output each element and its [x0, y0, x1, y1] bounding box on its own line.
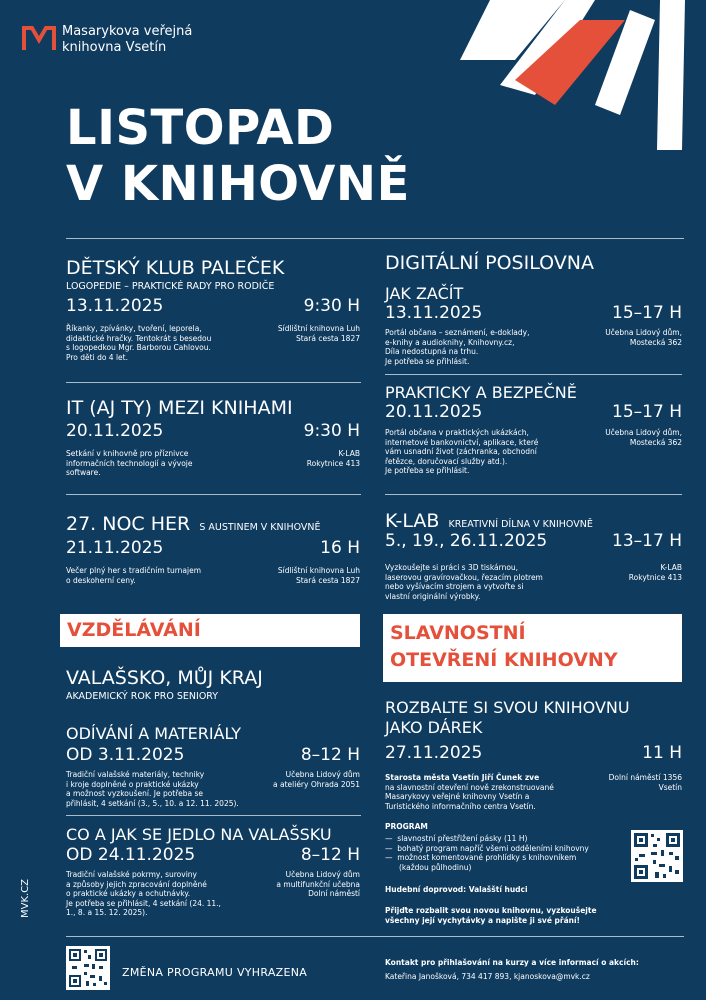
- event-venue: [240, 870, 360, 899]
- event-time: 9:30 H: [303, 421, 360, 441]
- event-description: [66, 324, 266, 362]
- desc-line: internetové bankovnictví, aplikace, které: [385, 437, 539, 447]
- event-venue: [572, 428, 682, 447]
- desc-line: vlastní originální výrobky.: [385, 591, 481, 601]
- event-title: K-LAB: [385, 510, 440, 532]
- venue-line: Učebna Lidový dům,: [605, 328, 682, 337]
- venue-line: K-LAB: [338, 449, 360, 458]
- desc-line: přihlásit, 4 setkání (3., 5., 10. a 12. 11. 2025).: [66, 798, 239, 808]
- education-title: VALAŠSKO, MŮJ KRAJ: [66, 667, 263, 689]
- desc-line: s logopedkou Mgr. Barborou Cahlovou.: [66, 343, 211, 352]
- event-date: 20.11.2025: [385, 402, 483, 422]
- desc-line: laserovou gravírovačkou, řezacím plotrem: [385, 572, 543, 582]
- event-venue: [240, 324, 360, 343]
- event-date: 5., 19., 26.11.2025: [385, 531, 548, 551]
- event-subtitle: S AUSTINEM V KNIHOVNĚ: [199, 522, 321, 533]
- desc-line: didaktické hračky. Tentokrát s besedou: [66, 333, 212, 343]
- desc-line: o praktické ukázky a ochutnávky.: [66, 889, 191, 898]
- venue-line: Stará cesta 1827: [295, 575, 360, 585]
- event-date: 13.11.2025: [385, 303, 483, 323]
- desc-line: Večer plný her s tradičním turnajem: [66, 566, 202, 575]
- event-description: [66, 770, 266, 808]
- invite-line: Přijďte rozbalit svou novou knihovnu, vyzkoušejte: [385, 906, 597, 915]
- event-title: JAK ZAČÍT: [385, 284, 464, 303]
- venue-line: Stará cesta 1827: [295, 333, 360, 343]
- desc-line: i kroje doplněné o praktické ukázky: [66, 779, 199, 789]
- decorative-books-icon: [460, 0, 706, 160]
- event-time: 9:30 H: [303, 296, 360, 316]
- event-date: 13.11.2025: [66, 296, 164, 316]
- event-date: 20.11.2025: [66, 421, 164, 441]
- event-date: OD 3.11.2025: [66, 745, 185, 765]
- event-venue: [572, 328, 682, 347]
- desc-line: Pro děti do 4 let.: [66, 352, 128, 362]
- opening-title-line2: JAKO DÁREK: [385, 718, 483, 737]
- desc-line: 1., 8. a 15. 12. 2025).: [66, 908, 148, 917]
- desc-line: Setkání v knihovně pro příznivce: [66, 449, 189, 458]
- divider: [385, 494, 682, 495]
- desc-line: a možnost vyzkoušení. Je potřeba se: [66, 789, 204, 798]
- desc-line: informačních technologií a vývoje: [66, 458, 193, 468]
- desc-line: Je potřeba se přihlásit.: [385, 356, 470, 366]
- desc-line: software.: [66, 468, 101, 477]
- desc-line: nebo vyšívacím strojem a vytvořte si: [385, 582, 524, 591]
- event-time: 11 H: [642, 743, 682, 763]
- event-time: 8–12 H: [300, 745, 360, 765]
- event-description: [385, 328, 585, 366]
- venue-line: a multifunkční učebna: [276, 879, 360, 889]
- event-time: 16 H: [320, 538, 360, 558]
- event-description: [385, 563, 585, 601]
- program-item-text: možnost komentované prohlídky s knihovníkem: [397, 853, 577, 862]
- side-text[interactable]: MVK.CZ: [20, 878, 31, 918]
- divider: [66, 494, 361, 495]
- logo-line1: Masarykova veřejná: [62, 24, 193, 39]
- venue-line: Mostecká 362: [629, 437, 682, 447]
- education-subtitle: AKADEMICKÝ ROK PRO SENIORY: [66, 691, 219, 702]
- desc-line: Portál občana v praktických ukázkách,: [385, 428, 529, 437]
- event-venue: [240, 566, 360, 585]
- program-item-text: slavnostní přestřižení pásky (11 H): [397, 834, 528, 843]
- event-venue: [582, 773, 682, 792]
- venue-line: Sídlištní knihovna Luh: [277, 566, 360, 575]
- program-item-extra: (každou půlhodinu): [399, 862, 472, 872]
- logo-text: [62, 24, 192, 56]
- program-item-text: bohatý program napříč všemi odděleními knihovny: [397, 843, 589, 853]
- event-heading: [385, 510, 593, 532]
- divider: [66, 936, 684, 937]
- event-title: ODÍVÁNÍ A MATERIÁLY: [66, 724, 242, 743]
- event-title: PRAKTICKY A BEZPEČNĚ: [385, 383, 577, 402]
- event-time: 13–17 H: [612, 531, 682, 551]
- contact-label: Kontakt pro přihlašování na kurzy a více informací o akcích:: [385, 958, 639, 967]
- education-label: [60, 614, 360, 647]
- divider: [66, 382, 361, 383]
- desc-line: Tradiční valašské materiály, techniky: [66, 770, 205, 779]
- desc-line: Portál občana – seznámení, e-doklady,: [385, 328, 530, 337]
- opening-label: [383, 614, 682, 682]
- qr-code-icon[interactable]: [631, 830, 683, 882]
- divider: [66, 815, 361, 816]
- desc-line: Je potřeba se přihlásit.: [385, 466, 470, 475]
- event-heading: [66, 513, 321, 535]
- desc-line: Říkanky, zpívánky, tvoření, leporela,: [66, 324, 202, 333]
- section-title: DIGITÁLNÍ POSILOVNA: [385, 252, 594, 274]
- opening-description: [385, 773, 595, 811]
- contact-info[interactable]: Kateřina Janošková, 734 417 893, kjanoskova@mvk.cz: [385, 972, 590, 981]
- desc-line: Masarykovy veřejné knihovny Vsetín a: [385, 792, 530, 801]
- title-line2: V KNIHOVNĚ: [66, 156, 410, 212]
- program-change-notice: ZMĚNA PROGRAMU VYHRAZENA: [122, 966, 308, 979]
- desc-line: Starosta města Vsetín Jiří Čunek zve: [385, 773, 540, 782]
- event-venue: [240, 770, 360, 789]
- invite-text: [385, 906, 625, 925]
- opening-label-line2: OTEVŘENÍ KNIHOVNY: [390, 649, 618, 671]
- side-text-wrapper: [20, 868, 34, 918]
- logo-line2: knihovna Vsetín: [62, 40, 167, 55]
- venue-line: Sídlištní knihovna Luh: [277, 324, 360, 333]
- venue-line: Dolní náměstí: [308, 889, 360, 898]
- desc-line: Je potřeba se přihlásit, 4 setkání (24. 11.,: [66, 898, 221, 908]
- event-description: [385, 428, 585, 476]
- desc-line: Turistického informačního centra Vsetín.: [385, 801, 536, 811]
- invite-line: všechny její vychytávky a napište ji své přání!: [385, 915, 580, 925]
- venue-line: Učebna Lidový dům: [285, 870, 360, 879]
- divider: [66, 238, 684, 239]
- education-label-text: VZDĚLÁVÁNÍ: [67, 619, 201, 641]
- desc-line: na slavnostní otevření nově zrekonstruované: [385, 782, 554, 792]
- desc-line: vám usnadní život (záchranka, obchodní: [385, 447, 537, 456]
- venue-line: Mostecká 362: [629, 337, 682, 347]
- event-venue: [240, 449, 360, 468]
- desc-line: e-knihy a audioknihy, Knihovny.cz,: [385, 337, 515, 347]
- mvk-logo-icon: [22, 24, 56, 52]
- desc-line: Tradiční valašské pokrmy, suroviny: [66, 870, 197, 879]
- divider: [385, 374, 682, 375]
- program-label: PROGRAM: [385, 822, 428, 831]
- program-item: — slavnostní přestřižení pásky (11 H): [385, 834, 528, 843]
- opening-label-line1: SLAVNOSTNÍ: [390, 622, 526, 644]
- event-time: 15–17 H: [612, 402, 682, 422]
- music-text: Hudební doprovod: Valašští hudci: [385, 885, 528, 894]
- desc-line: řetězce, doručovací služby atd.).: [385, 456, 508, 466]
- program-item: — bohatý program napříč všemi odděleními knihovny: [385, 843, 589, 853]
- event-date: 27.11.2025: [385, 743, 483, 763]
- event-date: OD 24.11.2025: [66, 845, 196, 865]
- desc-line: a způsoby jejich zpracování doplněné: [66, 879, 207, 889]
- event-title: IT (AJ TY) MEZI KNIHAMI: [66, 397, 293, 419]
- program-list: [385, 834, 615, 872]
- event-description: [66, 566, 266, 585]
- event-subtitle: KREATIVNÍ DÍLNA V KNIHOVNĚ: [448, 519, 593, 530]
- title-line1: LISTOPAD: [66, 100, 335, 156]
- qr-code-icon[interactable]: [66, 946, 110, 990]
- opening-title: ROZBALTE SI SVOU KNIHOVNU: [385, 698, 630, 717]
- event-description: [66, 870, 266, 918]
- event-date: 21.11.2025: [66, 538, 164, 558]
- program-item: — možnost komentované prohlídky s knihovníkem: [385, 853, 577, 862]
- page-title: [66, 100, 410, 212]
- event-time: 8–12 H: [300, 845, 360, 865]
- desc-line: Vyzkoušejte si práci s 3D tiskárnou,: [385, 563, 519, 572]
- event-title: 27. NOC HER: [66, 513, 191, 535]
- venue-line: K-LAB: [660, 563, 682, 572]
- venue-line: Učebna Lidový dům,: [605, 428, 682, 437]
- desc-line: o deskoherní ceny.: [66, 575, 136, 585]
- venue-line: Rokytnice 413: [628, 572, 682, 582]
- event-subtitle: LOGOPEDIE – PRAKTICKÉ RADY PRO RODIČE: [66, 281, 275, 292]
- event-time: 15–17 H: [612, 303, 682, 323]
- event-title: CO A JAK SE JEDLO NA VALAŠSKU: [66, 825, 332, 844]
- event-venue: [572, 563, 682, 582]
- venue-line: Vsetín: [658, 782, 682, 792]
- venue-line: Dolní náměstí 1356: [608, 773, 682, 782]
- venue-line: Učebna Lidový dům: [285, 770, 360, 779]
- venue-line: Rokytnice 413: [306, 458, 360, 468]
- venue-line: a ateliéry Ohrada 2051: [273, 779, 360, 789]
- event-description: [66, 449, 266, 478]
- event-title: DĚTSKÝ KLUB PALEČEK: [66, 257, 285, 279]
- desc-line: Díla nedostupná na trhu.: [385, 347, 479, 356]
